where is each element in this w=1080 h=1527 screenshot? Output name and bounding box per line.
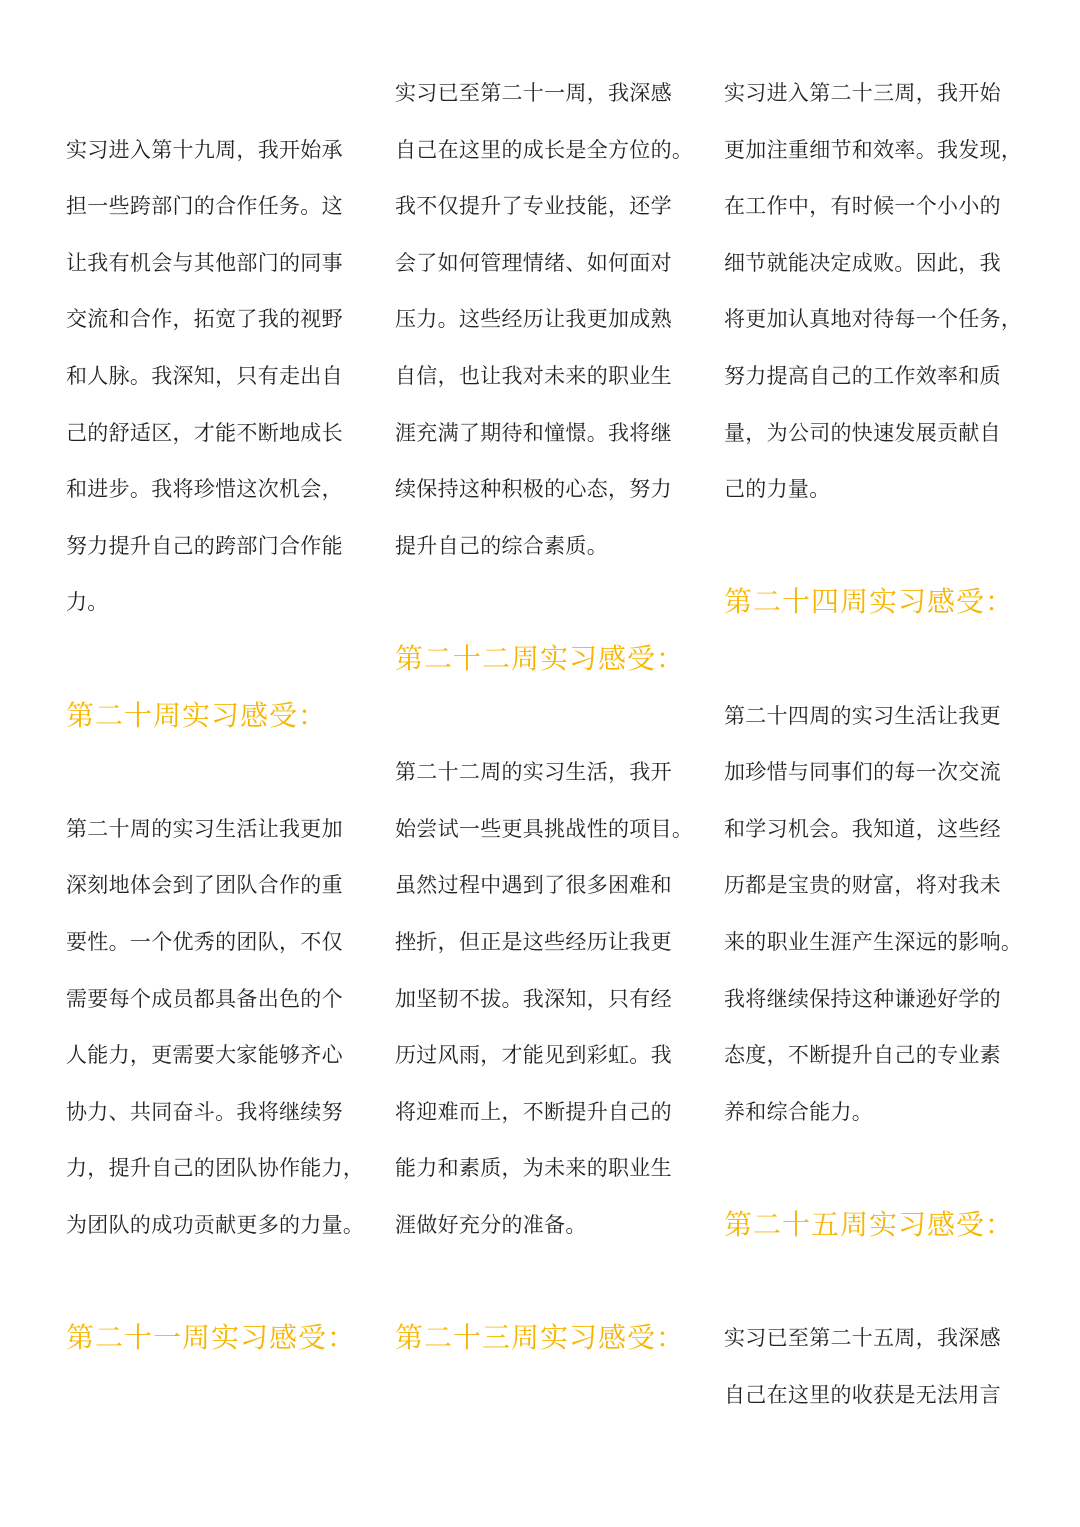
paragraph-line: 加珍惜与同事们的每一次交流: [724, 760, 1001, 785]
column-3: [724, 0, 1044, 1527]
paragraph-line: 实习进入第二十三周，我开始: [724, 81, 1001, 105]
paragraph-line: 始尝试一些更具挑战性的项目。: [395, 816, 694, 841]
paragraph-line: 努力提高自己的工作效率和质: [724, 364, 1001, 388]
paragraph-line: 将迎难而上，不断提升自己的: [395, 1099, 672, 1124]
column-2: [395, 0, 715, 1527]
paragraph-line: 加坚韧不拔。我深知，只有经: [395, 986, 672, 1011]
paragraph-line: 和学习机会。我知道，这些经: [724, 816, 1001, 841]
paragraph-line: 在工作中，有时候一个小小的: [724, 194, 1001, 219]
paragraph-line: 来的职业生涯产生深远的影响。: [724, 930, 1023, 954]
paragraph-line: 细节就能决定成败。因此，我: [724, 250, 1001, 275]
paragraph-line: 和进步。我将珍惜这次机会，: [66, 477, 343, 502]
paragraph-line: 让我有机会与其他部门的同事: [66, 250, 343, 275]
column-1: [66, 0, 386, 1527]
paragraph-line: 担一些跨部门的合作任务。这: [66, 194, 343, 219]
paragraph-line: 养和综合能力。: [724, 1099, 874, 1124]
paragraph-line: 能力和素质，为未来的职业生: [395, 1156, 672, 1181]
paragraph-line: 自信，也让我对未来的职业生: [395, 364, 672, 388]
paragraph-line: 实习进入第十九周，我开始承: [66, 137, 343, 162]
paragraph-line: 要性。一个优秀的团队，不仅: [66, 930, 343, 954]
section-heading: 第二十三周实习感受：: [395, 1321, 686, 1355]
paragraph-line: 涯做好充分的准备。: [395, 1213, 587, 1237]
paragraph-line: 深刻地体会到了团队合作的重: [66, 873, 343, 898]
paragraph-line: 挫折，但正是这些经历让我更: [395, 930, 672, 954]
section-heading: 第二十五周实习感受：: [724, 1208, 1015, 1241]
paragraph-line: 协力、共同奋斗。我将继续努: [66, 1099, 343, 1124]
paragraph-line: 续保持这种积极的心态，努力: [395, 477, 672, 502]
paragraph-line: 涯充满了期待和憧憬。我将继: [395, 420, 672, 445]
section-heading: 第二十二周实习感受：: [395, 642, 686, 675]
paragraph-line: 我不仅提升了专业技能，还学: [395, 194, 672, 219]
paragraph-line: 我将继续保持这种谦逊好学的: [724, 986, 1001, 1011]
paragraph-line: 将更加认真地对待每一个任务，: [724, 307, 1023, 332]
paragraph-line: 历都是宝贵的财富，将对我未: [724, 873, 1001, 898]
paragraph-line: 努力提升自己的跨部门合作能: [66, 533, 343, 558]
paragraph-line: 己的力量。: [724, 477, 831, 502]
paragraph-line: 和人脉。我深知，只有走出自: [66, 364, 343, 388]
paragraph-line: 自己在这里的收获是无法用言: [724, 1382, 1001, 1407]
paragraph-line: 力，提升自己的团队协作能力，: [66, 1156, 365, 1181]
paragraph-line: 为团队的成功贡献更多的力量。: [66, 1213, 365, 1237]
paragraph-line: 第二十二周的实习生活，我开: [395, 760, 672, 785]
paragraph-line: 人能力，更需要大家能够齐心: [66, 1043, 343, 1068]
paragraph-line: 需要每个成员都具备出色的个: [66, 986, 343, 1011]
section-heading: 第二十四周实习感受：: [724, 585, 1015, 619]
paragraph-line: 力。: [66, 590, 109, 615]
paragraph-line: 压力。这些经历让我更加成熟: [395, 307, 672, 332]
paragraph-line: 提升自己的综合素质。: [395, 533, 608, 558]
paragraph-line: 第二十四周的实习生活让我更: [724, 703, 1001, 728]
paragraph-line: 会了如何管理情绪、如何面对: [395, 250, 672, 275]
paragraph-line: 态度，不断提升自己的专业素: [724, 1043, 1001, 1068]
section-heading: 第二十周实习感受：: [66, 698, 328, 732]
paragraph-line: 第二十周的实习生活让我更加: [66, 816, 343, 841]
paragraph-line: 更加注重细节和效率。我发现，: [724, 137, 1023, 162]
paragraph-line: 己的舒适区，才能不断地成长: [66, 420, 343, 445]
paragraph-line: 历过风雨，才能见到彩虹。我: [395, 1043, 672, 1068]
section-heading: 第二十一周实习感受：: [66, 1321, 357, 1355]
paragraph-line: 交流和合作，拓宽了我的视野: [66, 307, 343, 332]
paragraph-line: 实习已至第二十五周，我深感: [724, 1326, 1001, 1351]
paragraph-line: 自己在这里的成长是全方位的。: [395, 137, 694, 162]
paragraph-line: 虽然过程中遇到了很多困难和: [395, 873, 672, 898]
paragraph-line: 实习已至第二十一周，我深感: [395, 81, 672, 105]
paragraph-line: 量，为公司的快速发展贡献自: [724, 420, 1001, 445]
